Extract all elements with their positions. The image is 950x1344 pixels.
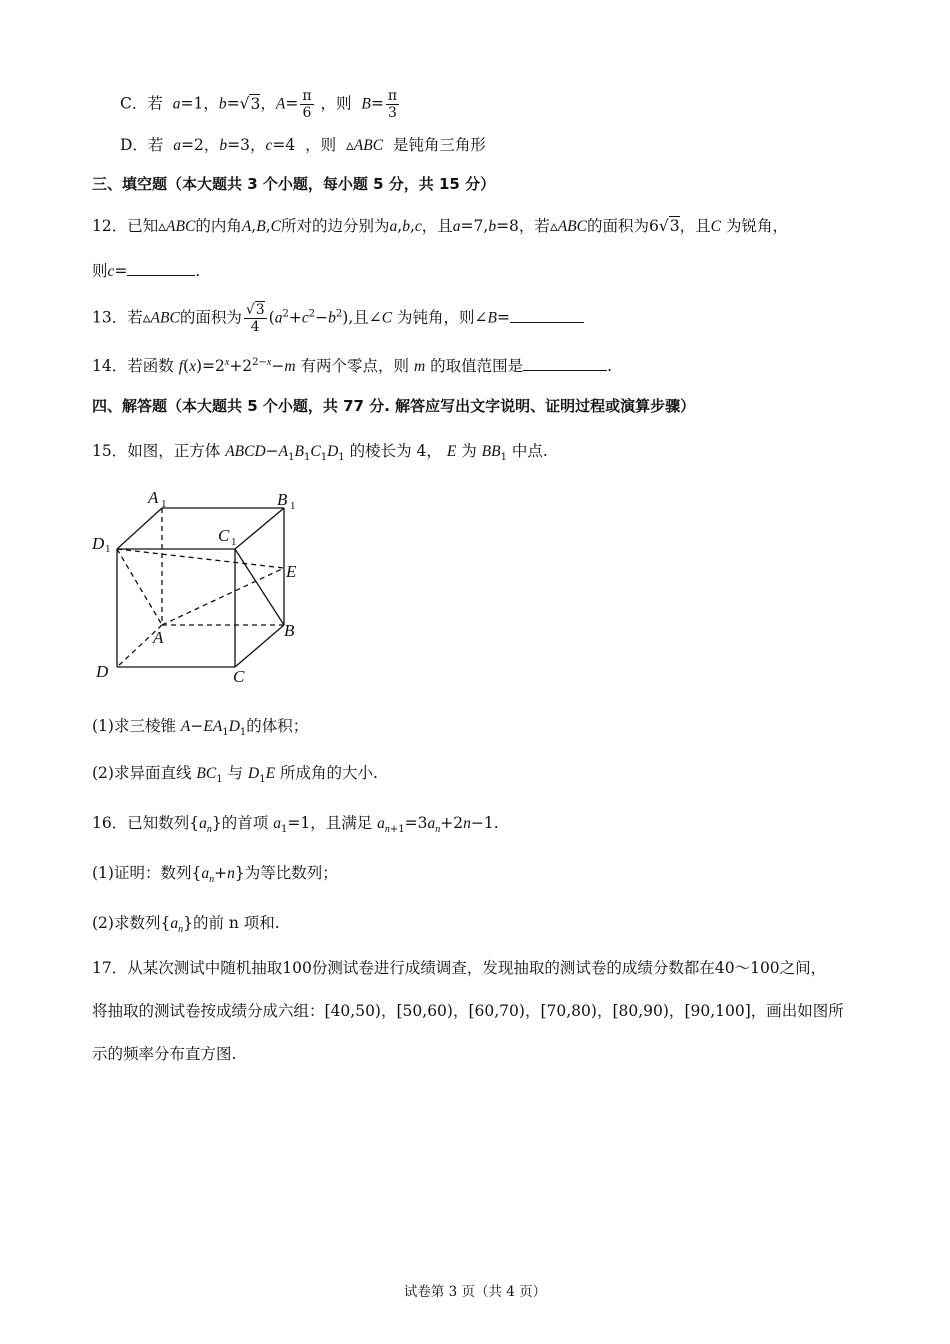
option-c-label: C．若	[120, 94, 163, 113]
q14-line: 14．若函数 $f(x)=2^x+2^{2-x}-m$ 有两个零点，则 m 的取值范围是 .	[92, 352, 612, 378]
q13-text: 若	[127, 308, 143, 327]
q17-group: [40,50)	[324, 1002, 381, 1020]
q16-text: .	[493, 814, 499, 832]
q16-text: 为等比数列；	[244, 864, 338, 882]
q16-text: (1)证明：数列	[92, 864, 192, 882]
label-d: D	[96, 662, 109, 681]
q15-text: (2)求异面直线	[92, 764, 192, 782]
q12-answer-blank[interactable]	[127, 259, 195, 276]
q15-text: 如图，正方体	[127, 442, 221, 460]
q15-line: 15．如图，正方体 $ABCD-A_1B_1C_1D_1$ 的棱长为 4， E 为 $BB_1$ 中点.	[92, 442, 548, 464]
q16-text: 的首项	[221, 814, 269, 832]
cube-figure	[90, 485, 320, 685]
q13-text: =	[496, 308, 510, 327]
q15-text: 所成角的大小.	[279, 764, 378, 782]
page-footer: 试卷第 3 页（共 4 页）	[403, 1284, 547, 1300]
q17-line3	[92, 1043, 236, 1065]
label-b1-sub: 1	[290, 500, 296, 512]
q12-text: 则	[92, 262, 108, 280]
q12-line1: 12．已知▵ABC的内角A,B,C所对的边分别为a,b,c，且a=7,b=8，若▵ABC的面积为6√3，且C 为锐角，	[92, 217, 788, 235]
q17-text: ，画出如图所	[750, 1002, 844, 1020]
label-c: C	[233, 667, 245, 685]
q17-text: 之间，	[779, 959, 827, 977]
q17-text: 从某次测试中随机抽取	[127, 959, 283, 977]
q15-text: 的体积；	[246, 717, 309, 735]
label-c1: C	[218, 526, 230, 545]
label-d1: D	[92, 534, 105, 553]
q16-text: 的前 n 项和.	[192, 914, 280, 932]
q17-line2: 将抽取的测试卷按成绩分成六组：[40,50)，[50,60)，[60,70)，[70,80)，[80,90)，[90,100]，画出如图所	[92, 1002, 844, 1020]
label-b: B	[284, 621, 295, 640]
q16-text: 已知数列	[127, 814, 190, 832]
q16-part2: (2)求数列$\{a_n\}$的前 n 项和.	[92, 914, 280, 936]
q17-text: 将抽取的测试卷按成绩分成六组：	[92, 1002, 325, 1020]
option-d: D．若 a=2，b=3，c=4 ，则 ▵ABC 是钝角三角形	[120, 136, 486, 154]
option-d-tail: 是钝角三角形	[392, 136, 486, 154]
edge-b1-c1	[235, 508, 284, 549]
q17-range: 40～100	[714, 959, 780, 977]
label-d1-sub: 1	[105, 543, 111, 555]
q14-number: 14．	[92, 357, 128, 376]
option-d-label: D．若	[120, 136, 164, 154]
q17-group: [60,70)	[468, 1002, 525, 1020]
q13-answer-blank[interactable]	[510, 306, 584, 323]
q15-part2: (2)求异面直线 $BC_1$ 与 $D_1E$ 所成角的大小.	[92, 764, 378, 786]
q15-text: 中点.	[511, 442, 548, 460]
q13-text: 为钝角，则∠	[397, 308, 488, 327]
q15-part1: (1)求三棱锥 $A-EA_1D_1$的体积；	[92, 717, 309, 739]
q12-text: 为锐角，	[725, 217, 788, 235]
q12-text: ，且	[421, 217, 453, 235]
segment-d1-e	[117, 549, 284, 568]
q17-text: 示的频率分布直方图.	[92, 1045, 237, 1063]
q16-line: 16．已知数列$\{a_n\}$的首项 $a_1=1$，且满足 $a_{n+1}=3a_n+2n-1$.	[92, 814, 499, 836]
q17-count: 100	[282, 959, 312, 977]
q14-text: 若函数	[127, 357, 174, 376]
option-c: C．若 a=1，b=√3，A= $\frac{\pi}{6}$ ，则 B= $\frac{\pi}{3}$	[120, 88, 398, 121]
q12-text: 所对的边分别为	[280, 217, 390, 235]
option-d-cond: ，则	[305, 136, 337, 154]
q12-text: ，且	[679, 217, 711, 235]
q17-line1	[92, 957, 826, 979]
section3-heading: 三、填空题（本大题共 3 个小题，每小题 5 分，共 15 分）	[92, 175, 496, 193]
label-c1-sub: 1	[231, 536, 237, 548]
q17-group: [80,90)	[612, 1002, 669, 1020]
label-b1: B	[277, 490, 288, 509]
q16-text: (2)求数列	[92, 914, 161, 932]
label-e: E	[286, 562, 297, 581]
q17-group: [70,80)	[540, 1002, 597, 1020]
q17-group: [50,60)	[396, 1002, 453, 1020]
q17-group: [90,100]	[684, 1002, 751, 1020]
label-a1-sub: 1	[161, 498, 167, 510]
section4-heading: 四、解答题（本大题共 5 个小题，共 77 分. 解答应写出文字说明、证明过程或演算步骤）	[92, 397, 696, 415]
label-a: A	[153, 628, 164, 647]
q13-number: 13．	[92, 308, 128, 327]
q17-text: 份测试卷进行成绩调查，发现抽取的测试卷的成绩分数都在	[311, 959, 715, 977]
q13-text: ,且∠	[348, 308, 382, 327]
edge-a1-d1	[117, 508, 162, 549]
option-c-cond: ，则	[320, 94, 352, 113]
q12-text: 的面积为	[587, 217, 650, 235]
q16-number: 16．	[92, 814, 128, 832]
segment-d1-a	[117, 549, 162, 625]
q14-text: 的取值范围是	[430, 357, 524, 376]
label-a1: A	[148, 488, 159, 507]
q15-number: 15．	[92, 442, 128, 460]
q12-number: 12．	[92, 217, 128, 235]
q12-text: .	[195, 262, 201, 280]
segment-c1-b	[235, 549, 284, 625]
q12-text: 的内角	[195, 217, 242, 235]
q15-text: 为	[461, 442, 477, 460]
q15-text: 与	[227, 764, 244, 782]
q13-line: 13．若▵ABC的面积为 $\frac{√3}{4}$ $(a^2+c^2-b^2)$,且∠C 为钝角，则∠B=	[92, 302, 584, 335]
q17-number: 17．	[92, 959, 128, 977]
q15-text: 的棱长为 4，	[349, 442, 442, 460]
q12-text: ，若	[518, 217, 550, 235]
q12-text: 已知	[127, 217, 159, 235]
q15-text: (1)求三棱锥	[92, 717, 176, 735]
q13-text: 的面积为	[179, 308, 242, 327]
q12-line2: 则c= .	[92, 259, 200, 283]
q14-text: .	[607, 357, 613, 376]
edge-c-b	[235, 625, 284, 667]
q16-text: ，且满足	[310, 814, 373, 832]
q14-answer-blank[interactable]	[523, 354, 607, 371]
q14-text: 有两个零点，则	[300, 357, 410, 376]
q16-part1: (1)证明：数列$\{a_n+n\}$为等比数列；	[92, 864, 338, 886]
